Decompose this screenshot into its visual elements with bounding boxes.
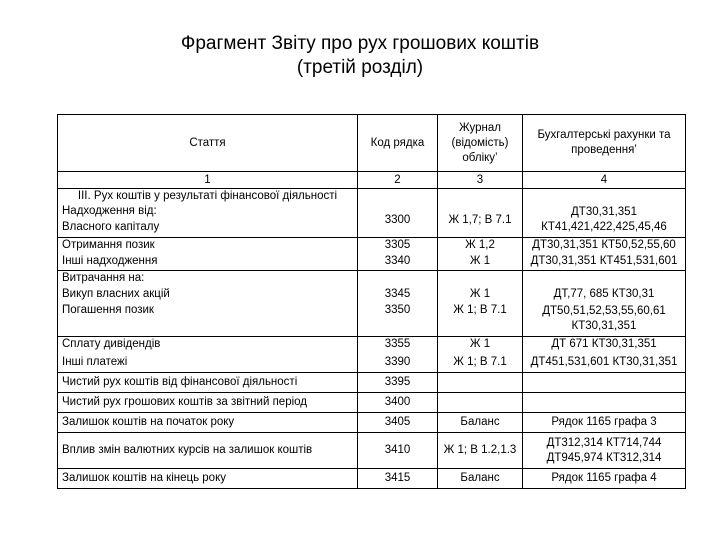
row-journal: Ж 1,7; В 7.1	[438, 204, 523, 237]
row-code: 3400	[358, 393, 438, 413]
table-row	[58, 393, 686, 413]
row-journal: Ж 1	[438, 337, 523, 353]
row-accounts: ДТ451,531,601 КТ30,31,351	[523, 353, 686, 373]
row-journal: Ж 1,2	[438, 237, 523, 254]
header-accounts: Бухгалтерські рахунки та проведення’	[523, 115, 686, 172]
row-label: Залишок коштів на кінець року	[58, 469, 358, 489]
table-row	[58, 204, 686, 219]
colnum-3: 3	[438, 172, 523, 189]
table-row	[58, 303, 686, 337]
row-label: Залишок коштів на початок року	[58, 413, 358, 433]
row-accounts: ДТ30,31,351 КТ41,421,422,425,45,46	[523, 204, 686, 237]
header-code: Код рядка	[358, 115, 438, 172]
row-code: 3350	[358, 303, 438, 337]
table-row	[58, 433, 686, 469]
row-accounts: Рядок 1165 графа 3	[523, 413, 686, 433]
row-label: Чистий рух грошових коштів за звітний період	[58, 393, 358, 413]
row-label: Інші надходження	[58, 254, 358, 270]
row-journal: Ж 1	[438, 254, 523, 270]
row-journal: Ж 1; В 7.1	[438, 303, 523, 337]
section-heading: III. Рух коштів у результаті фінансової діяльності	[58, 189, 358, 205]
row-label: Інші платежі	[58, 353, 358, 373]
row-label: Викуп власних акцій	[58, 286, 358, 303]
row-journal	[438, 373, 523, 393]
report-title: Фрагмент Звіту про рух грошових коштів	[180, 33, 540, 54]
row-label: Витрачання на:	[58, 270, 358, 286]
row-accounts	[523, 373, 686, 393]
row-code: 3405	[358, 413, 438, 433]
row-journal: Ж 1	[438, 286, 523, 303]
row-label: Сплату дивідендів	[58, 337, 358, 353]
row-accounts: ДТ,77, 685 КТ30,31	[523, 286, 686, 303]
table-row	[58, 237, 686, 254]
row-accounts	[523, 393, 686, 413]
row-accounts: ДТ50,51,52,53,55,60,61 КТ30,31,351	[523, 303, 686, 337]
table-row	[58, 413, 686, 433]
row-label: Надходження від:	[58, 204, 358, 219]
row-accounts: ДТ312,314 КТ714,744 ДТ945,974 КТ312,314	[523, 433, 686, 469]
table-row	[58, 286, 686, 303]
row-journal: Баланс	[438, 469, 523, 489]
row-code: 3355	[358, 337, 438, 353]
row-accounts: ДТ30,31,351 КТ50,52,55,60	[523, 237, 686, 254]
table-row	[58, 189, 686, 205]
row-accounts: ДТ 671 КТ30,31,351	[523, 337, 686, 353]
column-numbers-row	[58, 172, 686, 189]
row-code: 3390	[358, 353, 438, 373]
row-label: Погашення позик	[58, 303, 358, 337]
table-row	[58, 254, 686, 270]
row-code: 3415	[358, 469, 438, 489]
row-label: Отримання позик	[58, 237, 358, 254]
colnum-1: 1	[58, 172, 358, 189]
row-code: 3300	[358, 204, 438, 237]
row-code: 3395	[358, 373, 438, 393]
row-journal: Ж 1; В 7.1	[438, 353, 523, 373]
row-code: 3345	[358, 286, 438, 303]
table-row	[58, 353, 686, 373]
header-row	[58, 115, 686, 172]
row-label: Вплив змін валютних курсів на залишок коштів	[58, 433, 358, 469]
row-journal: Ж 1; В 1.2,1.3	[438, 433, 523, 469]
table-row	[58, 469, 686, 489]
row-label: Чистий рух коштів від фінансової діяльності	[58, 373, 358, 393]
header-article: Стаття	[58, 115, 358, 172]
table-row	[58, 373, 686, 393]
table-row	[58, 270, 686, 286]
row-code: 3410	[358, 433, 438, 469]
row-label: Власного капіталу	[58, 219, 358, 237]
report-subtitle: (третій розділ)	[296, 57, 424, 78]
row-journal: Баланс	[438, 413, 523, 433]
row-accounts: ДТ30,31,351 КТ451,531,601	[523, 254, 686, 270]
row-accounts: Рядок 1165 графа 4	[523, 469, 686, 489]
row-code: 3305	[358, 237, 438, 254]
colnum-2: 2	[358, 172, 438, 189]
table-row	[58, 337, 686, 353]
cash-flow-table	[57, 114, 686, 489]
row-code: 3340	[358, 254, 438, 270]
colnum-4: 4	[523, 172, 686, 189]
header-journal: Журнал (відомість) обліку’	[438, 115, 523, 172]
row-journal	[438, 393, 523, 413]
